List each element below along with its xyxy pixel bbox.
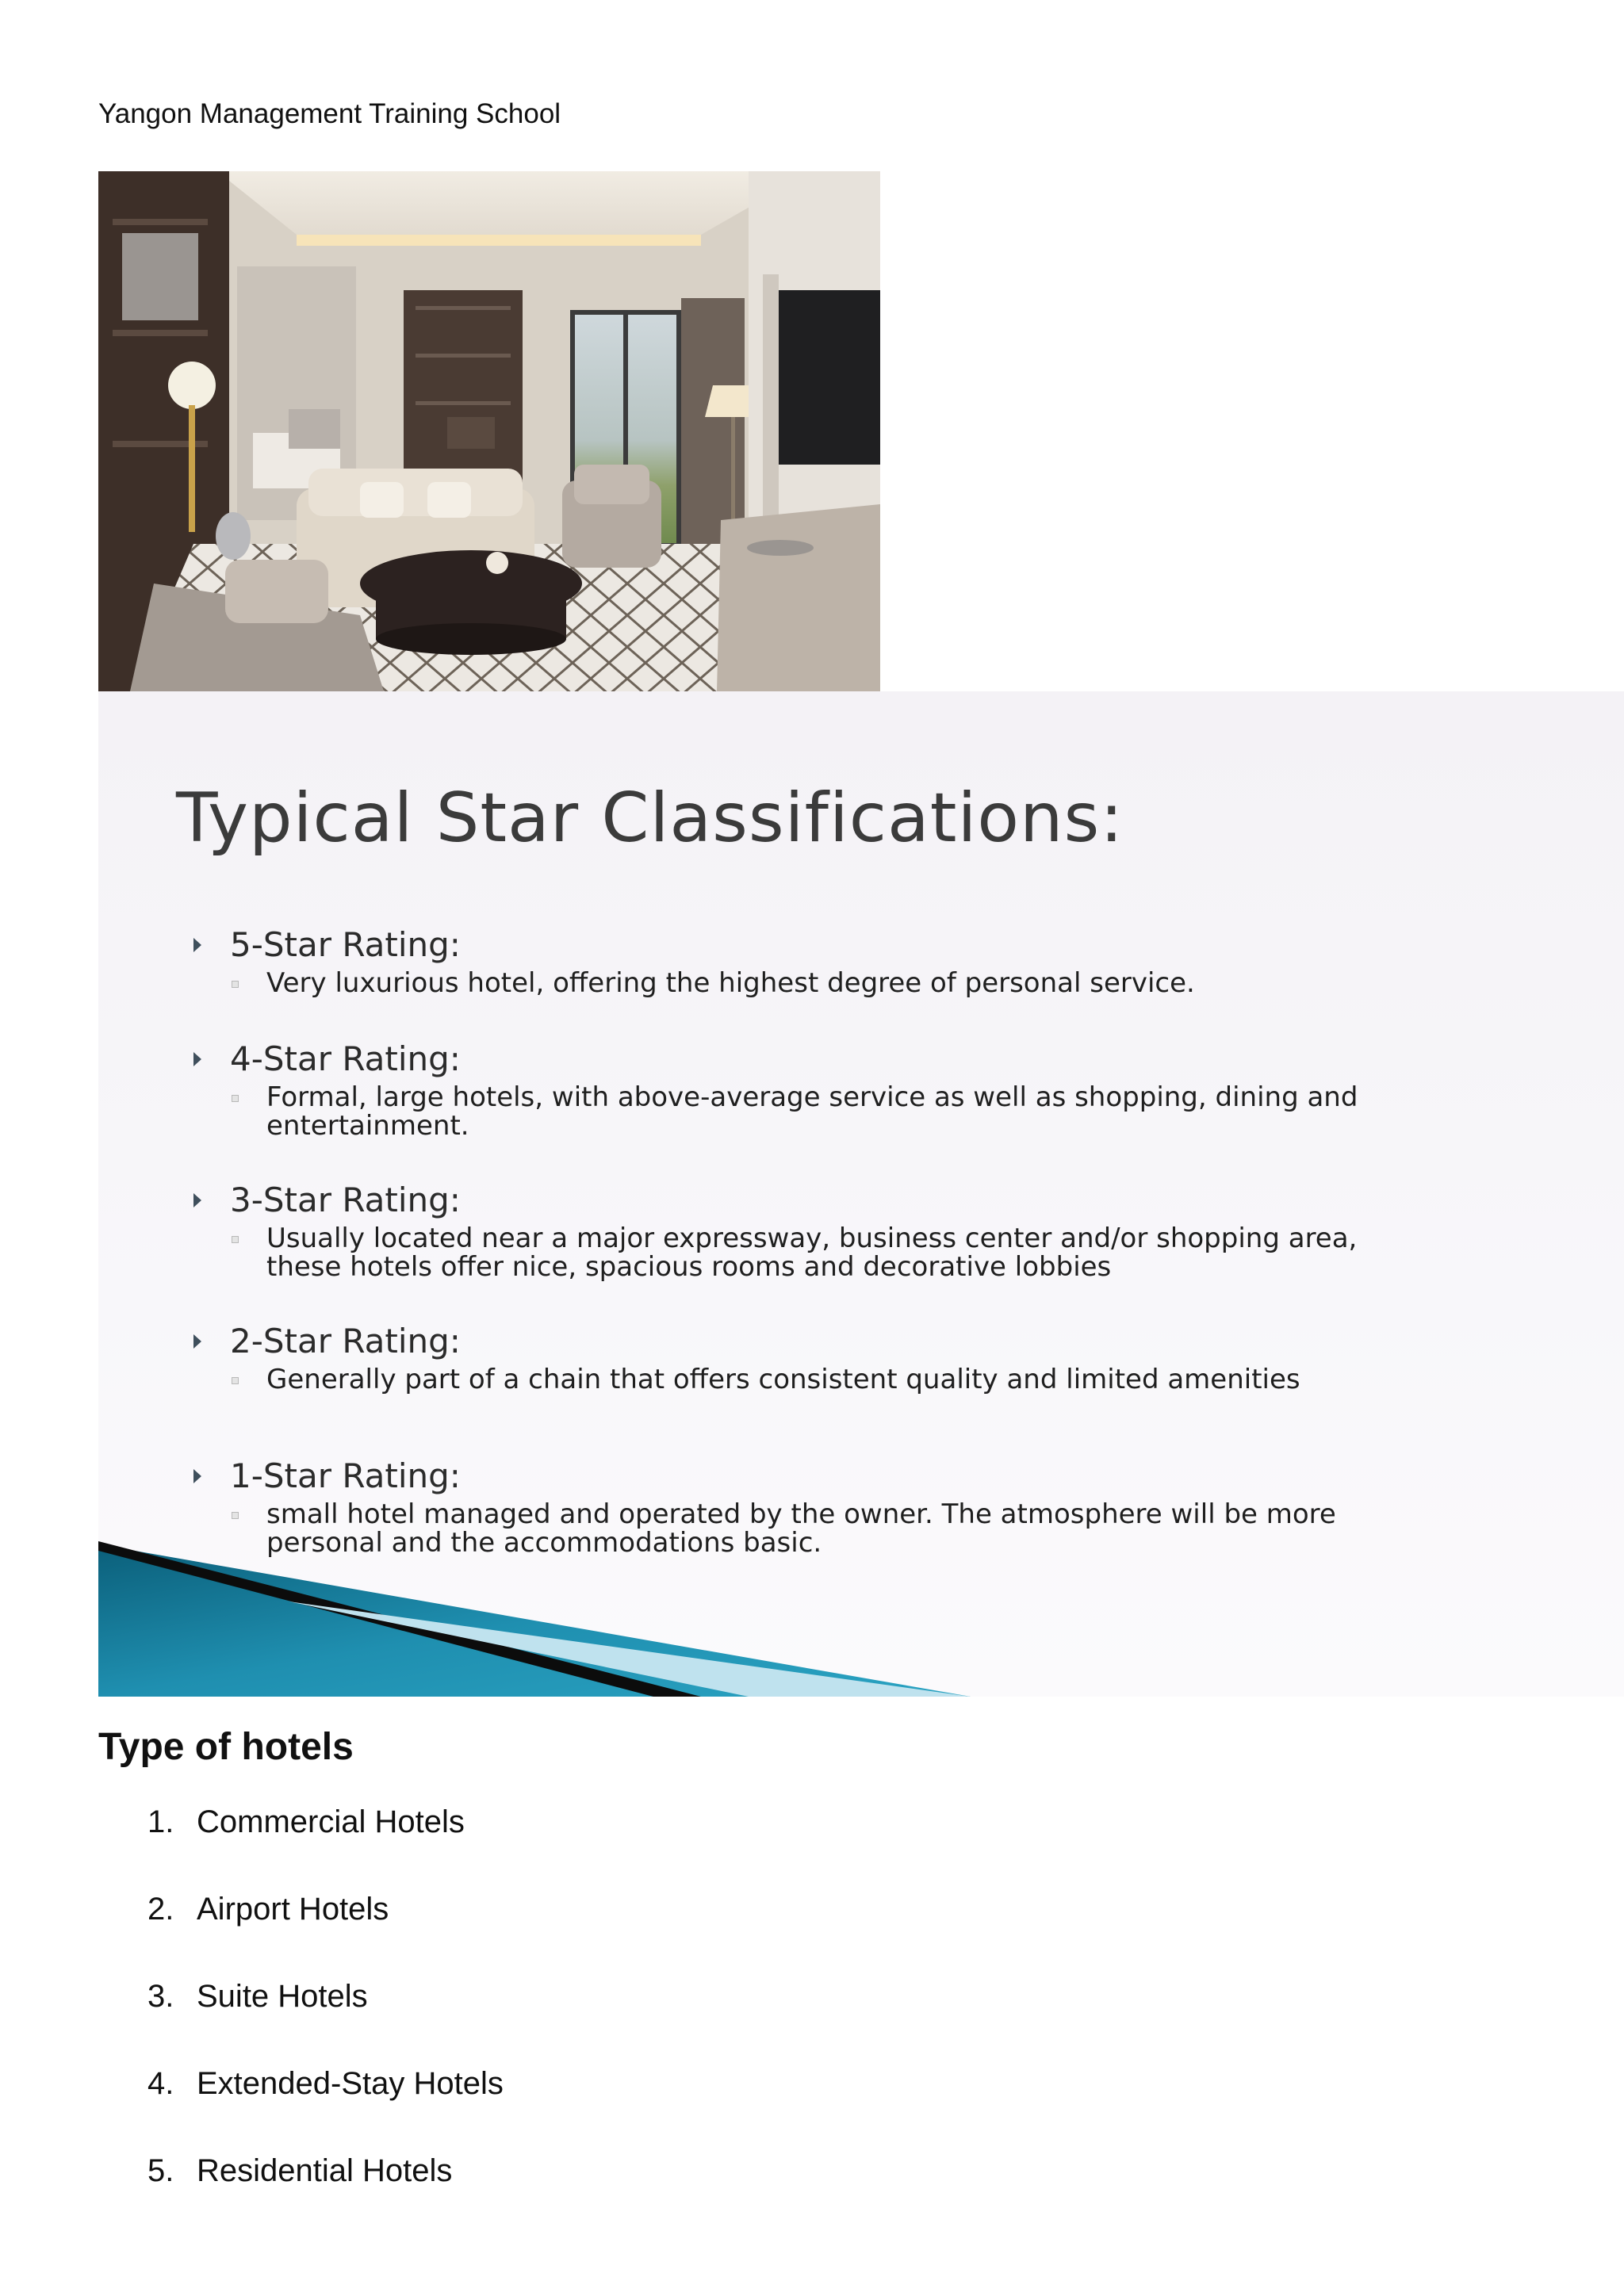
slide-title: Typical Star Classifications: bbox=[176, 779, 1124, 858]
rating-5-star bbox=[193, 926, 1361, 997]
rating-description: Generally part of a chain that offers consistent quality and limited amenities bbox=[266, 1364, 1300, 1395]
star-classification-slide bbox=[98, 691, 1624, 1697]
triangle-bullet-icon bbox=[193, 938, 201, 952]
rating-4-star bbox=[193, 1040, 1361, 1140]
square-bullet-icon bbox=[232, 1236, 239, 1243]
list-text: Commercial Hotels bbox=[197, 1804, 465, 1839]
square-bullet-icon bbox=[232, 981, 239, 988]
rating-heading: 4-Star Rating: bbox=[230, 1039, 461, 1078]
rating-heading: 5-Star Rating: bbox=[230, 925, 461, 964]
rating-description: Usually located near a major expressway, business center and/or shopping area, these hotels offer nice, spacious rooms and decorative lobbies bbox=[266, 1223, 1358, 1283]
section-title: Type of hotels bbox=[98, 1726, 354, 1768]
list-text: Extended-Stay Hotels bbox=[197, 2066, 504, 2101]
square-bullet-icon bbox=[232, 1095, 239, 1102]
list-number: 1. bbox=[147, 1804, 174, 1839]
rating-3-star bbox=[193, 1181, 1361, 1281]
triangle-bullet-icon bbox=[193, 1334, 201, 1349]
list-number: 3. bbox=[147, 1979, 174, 2014]
triangle-bullet-icon bbox=[193, 1193, 201, 1207]
list-text: Airport Hotels bbox=[197, 1892, 389, 1927]
rating-heading: 3-Star Rating: bbox=[230, 1181, 461, 1219]
triangle-bullet-icon bbox=[193, 1052, 201, 1066]
list-text: Residential Hotels bbox=[197, 2153, 453, 2188]
list-number: 2. bbox=[147, 1892, 174, 1927]
slide-footer-decoration bbox=[98, 1538, 971, 1697]
page-header: Yangon Management Training School bbox=[98, 98, 561, 129]
rating-description: Very luxurious hotel, offering the highest degree of personal service. bbox=[266, 967, 1195, 999]
rating-description: Formal, large hotels, with above-average service as well as shopping, dining and entertainment. bbox=[266, 1081, 1358, 1142]
rating-description: small hotel managed and operated by the owner. The atmosphere will be more personal and the accommodations basic. bbox=[266, 1498, 1336, 1559]
list-number: 4. bbox=[147, 2066, 174, 2101]
rating-heading: 2-Star Rating: bbox=[230, 1322, 461, 1360]
rating-heading: 1-Star Rating: bbox=[230, 1456, 461, 1495]
square-bullet-icon bbox=[232, 1512, 239, 1519]
rating-2-star bbox=[193, 1322, 1361, 1394]
hotel-room-photo bbox=[98, 171, 880, 691]
list-number: 5. bbox=[147, 2153, 174, 2188]
square-bullet-icon bbox=[232, 1377, 239, 1384]
list-text: Suite Hotels bbox=[197, 1979, 368, 2014]
triangle-bullet-icon bbox=[193, 1469, 201, 1483]
